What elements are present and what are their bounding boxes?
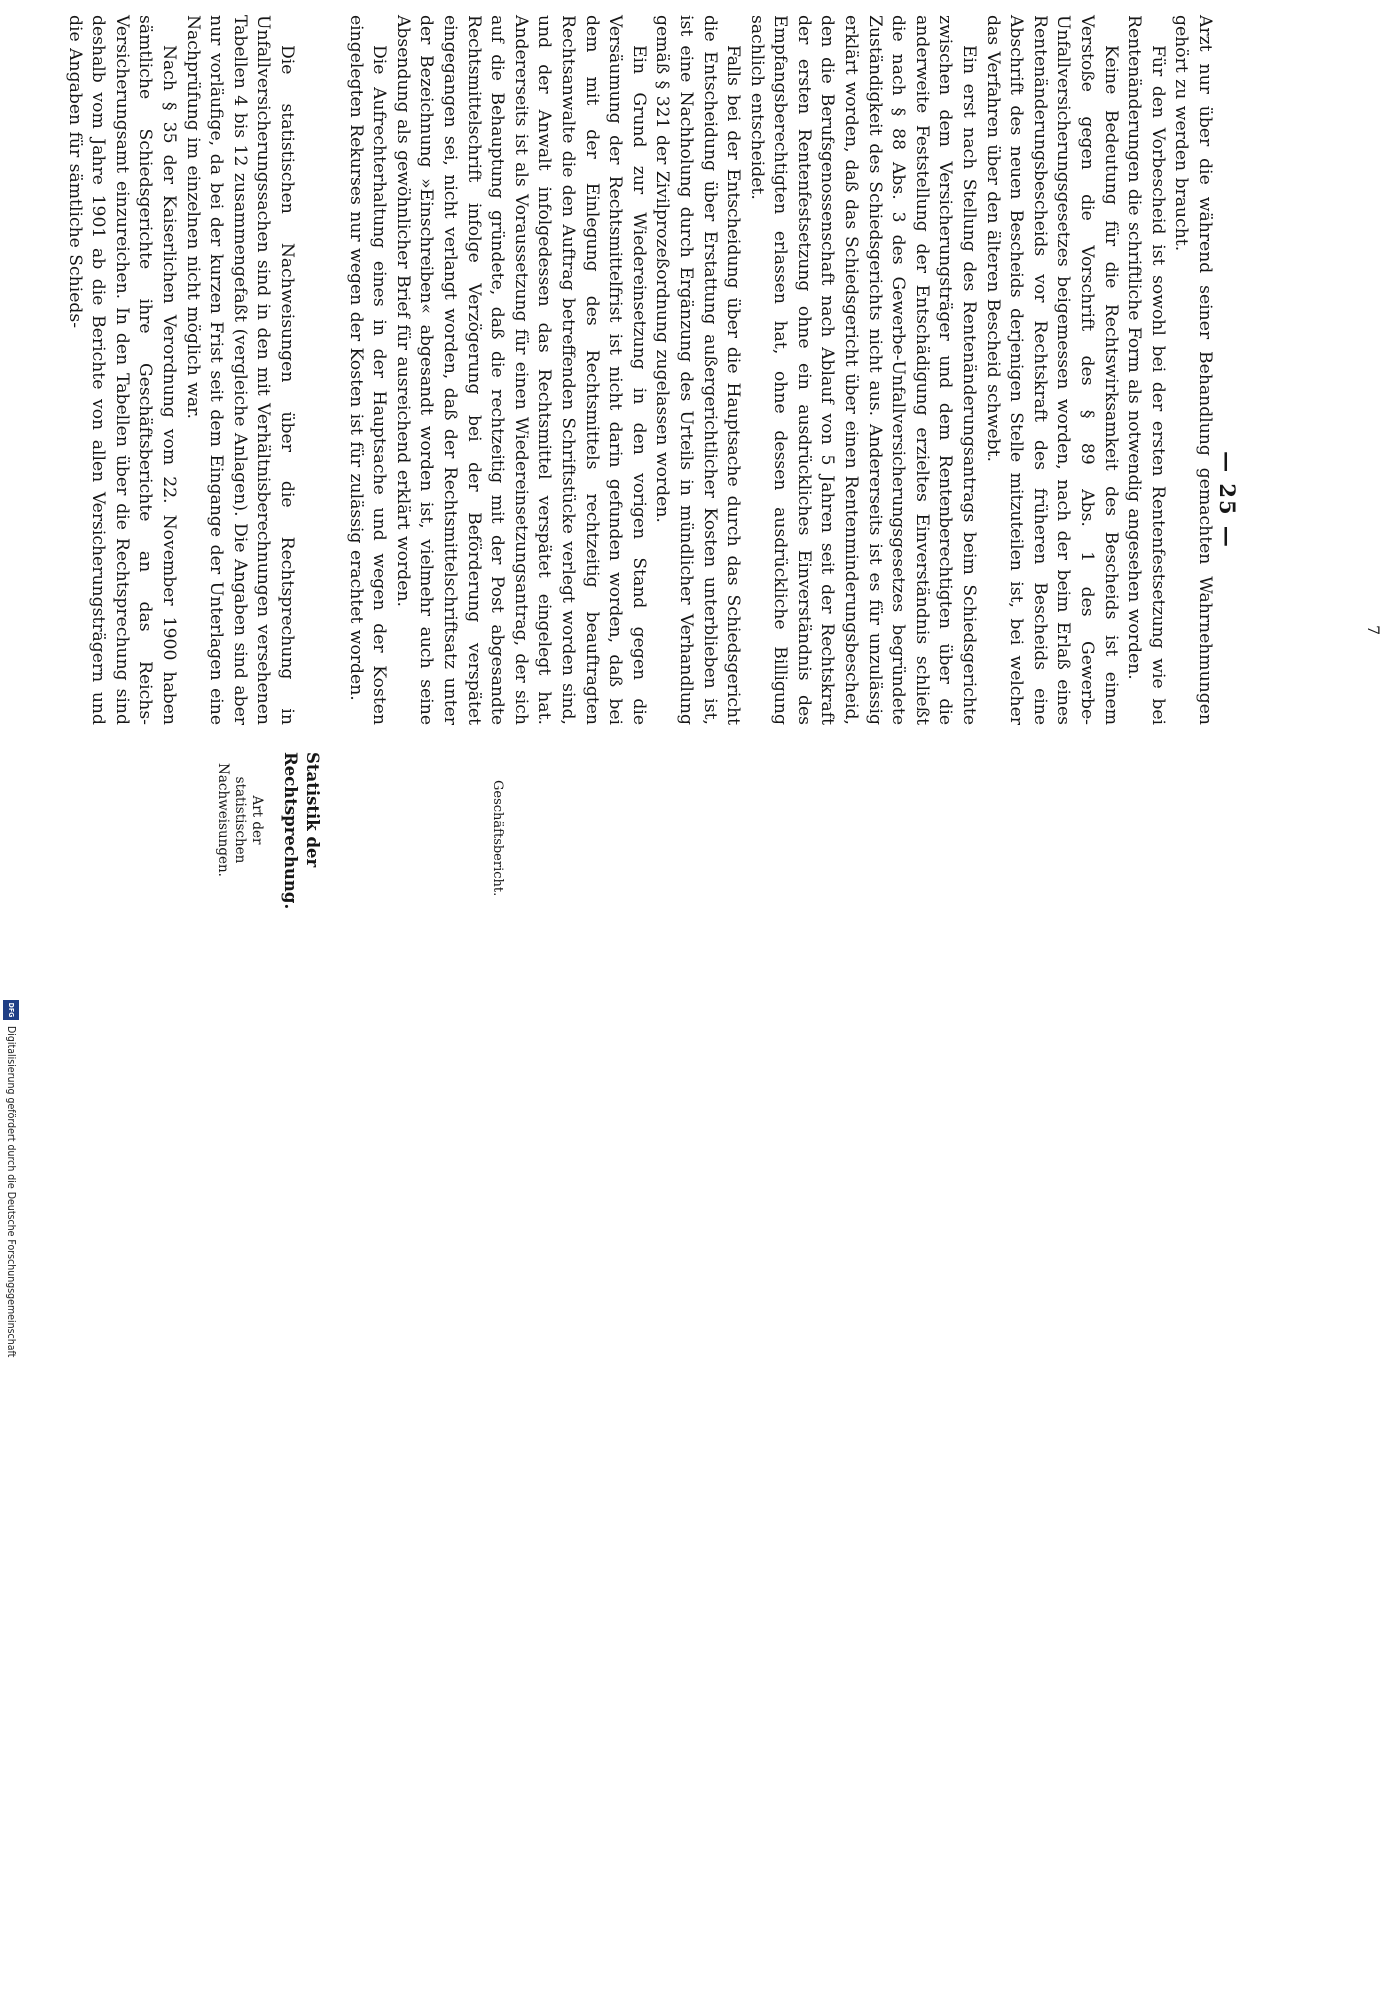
- paragraph: Ein Grund zur Wiedereinsetzung in den vorigen Stand gegen die Versäumung der Rechtsmittelfrist ist nicht darin gefunden worden, daß bei dem mit der Einlegung des Rechtsmittels rechtzeitig beauftragten Rechtsanwalte die den Auftrag betreffenden Schriftstücke verlegt worden sind, und der Anwalt infolgedessen das Rechtsmittel verspätet eingelegt hat. Andererseits ist als Voraussetzung für einen Wiedereinsetzungsantrag, der sich auf die Behauptung gründete, daß die rechtzeitig mit der Post abgesandte Rechtsmittelschrift infolge Verzögerung bei der Beförderung verspätet eingegangen sei, nicht verlangt worden, daß der Rechtsmittelschriftsatz unter der Bezeichnung »Einschreiben« abgesandt worden ist, vielmehr auch seine Absendung als gewöhnlicher Brief für ausreichend erklärt worden.: [392, 15, 649, 725]
- paragraph: Ein erst nach Stellung des Rentenänderungsantrags beim Schiedsgerichte zwischen dem Versicherungsträger und dem Rentenberechtigten über die anderweite Feststellung der Entschädigung erzieltes Einverständnis schließt die nach § 88 Abs. 3 des Gewerbe-Unfallversicherungsgesetzes begründete Zuständigkeit des Schiedsgerichts nicht aus. Andererseits ist es für unzulässig erklärt worden, daß das Schiedsgericht über einen Rentenminderungsbescheid, den die Berufsgenossenschaft nach Ablauf von 5 Jahren seit der Rechtskraft der ersten Rentenfestsetzung ohne ein ausdrückliches Einverständnis des Empfangsberechtigten erlassen hat, ohne dessen ausdrückliche Billigung sachlich entscheidet.: [746, 15, 980, 725]
- paragraph: Für den Vorbescheid ist sowohl bei der ersten Rentenfestsetzung wie bei Rentenänderungen die schriftliche Form als notwendig angesehen worden.: [1124, 15, 1168, 725]
- digitization-credit: [0, 1000, 22, 2000]
- footer-signature: Geschäftsbericht.: [490, 780, 505, 897]
- margin-subheading: Art der statistischen Nachweisungen.: [215, 763, 265, 877]
- paragraph: Falls bei der Entscheidung über die Hauptsache durch das Schiedsgericht die Entscheidung über Erstattung außergerichtlicher Kosten unterblieben ist, ist eine Nachholung durch Ergänzung des Urteils in mündlicher Verhandlung gemäß § 321 der Zivilprozeßordnung zugelassen worden.: [652, 15, 744, 725]
- paragraph: Keine Bedeutung für die Rechtswirksamkeit des Bescheids ist einem Verstoße gegen die Vorschrift des § 89 Abs. 1 des Gewerbe-Unfallversicherungsgesetzes beigemessen worden, nach der beim Erlaß eines Rentenänderungsbescheids vor Rechtskraft des früheren Bescheids eine Abschrift des neuen Bescheids derjenigen Stelle mitzuteilen ist, bei welcher das Verfahren über den älteren Bescheid schwebt.: [982, 15, 1121, 725]
- margin-heading: Statistik der Rechtsprechung.: [281, 752, 322, 910]
- signature-mark: 7: [1364, 625, 1383, 636]
- paragraph: Nach § 35 der Kaiserlichen Verordnung vom 22. November 1900 haben sämtliche Schiedsgerichte ihre Geschäftsberichte an das Reichs-Versicherungsamt einzureichen. In den Tabellen über die Rechtsprechung sind deshalb vom Jahre 1901 ab die Berichte von allen Versicherungsträgern und die Angaben für sämtliche Schieds-: [64, 15, 180, 725]
- body-text: [62, 15, 1216, 725]
- credit-text: Digitalisierung gefördert durch die Deutsche Forschungsgemeinschaft: [5, 1026, 17, 1358]
- dfg-logo-icon: DFG: [3, 1000, 19, 1020]
- paragraph: Die statistischen Nachweisungen über die Rechtsprechung in Unfallversicherungssachen sind in den mit Verhältnisberechnungen versehenen Tabellen 4 bis 12 zusammengefaßt (vergleiche Anlagen). Die Angaben sind aber nur vorläufige, da bei der kurzen Frist seit dem Eingange der Unterlagen eine Nachprüfung im einzelnen nicht möglich war.: [182, 15, 298, 725]
- paragraph: Die Aufrechterhaltung eines in der Hauptsache und wegen der Kosten eingelegten Rekurses nur wegen der Kosten ist für zulässig erachtet worden.: [345, 15, 390, 725]
- page-number: — 25 —: [1215, 451, 1240, 549]
- paragraph: Arzt nur über die während seiner Behandlung gemachten Wahrnehmungen gehört zu werden braucht.: [1171, 15, 1215, 725]
